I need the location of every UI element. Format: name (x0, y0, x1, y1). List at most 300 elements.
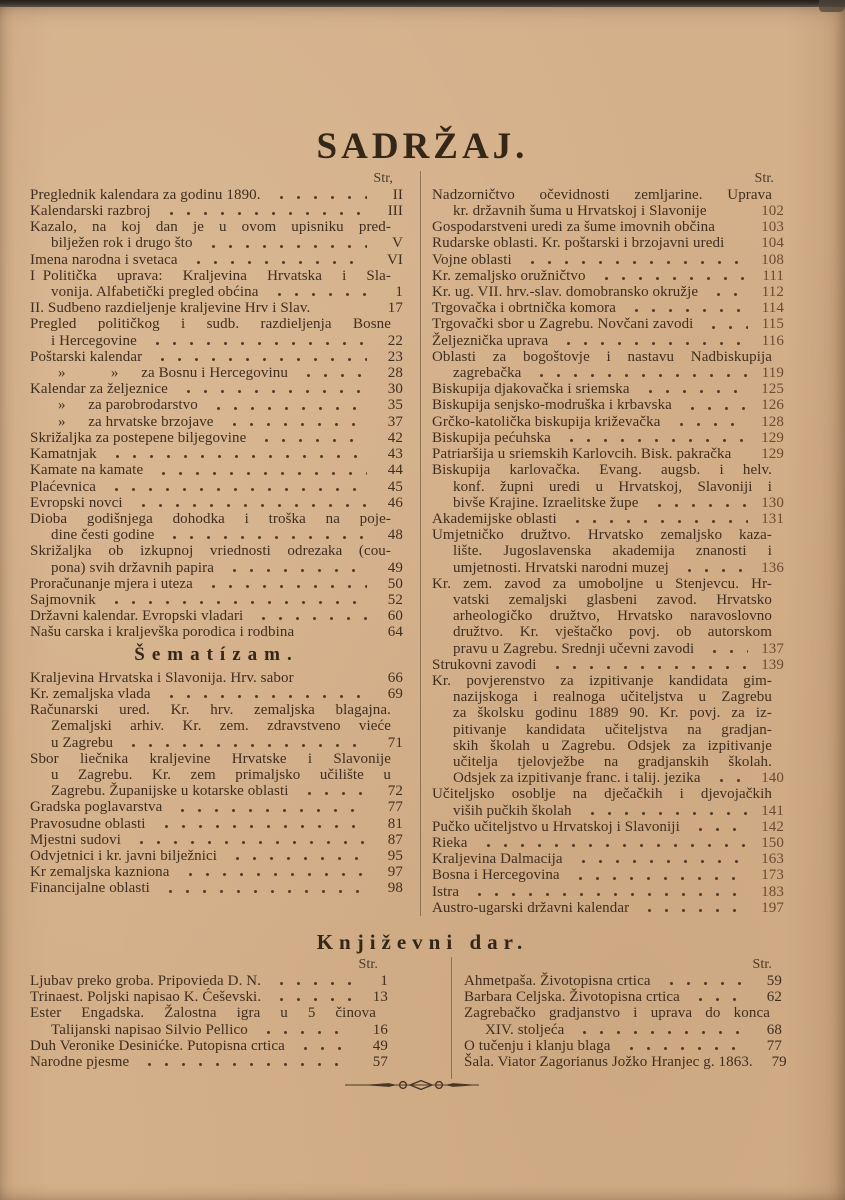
toc-page-number: 57 (372, 1054, 388, 1070)
page-title: SADRŽAJ. (316, 126, 529, 167)
dot-leader (636, 907, 748, 916)
dot-leader (705, 291, 748, 300)
toc-entry-text: Kr. zemaljsko oružničtvo (432, 267, 586, 284)
toc-row (432, 381, 784, 397)
toc-row (30, 880, 403, 896)
toc-row (30, 397, 403, 413)
toc-row (30, 783, 403, 799)
toc-row (30, 592, 403, 608)
toc-page-number: 150 (761, 834, 784, 851)
toc-page-number: 64 (387, 624, 403, 641)
toc-page-number: 30 (387, 381, 403, 398)
toc-row (432, 900, 784, 916)
toc-row (30, 735, 403, 751)
toc-page-number: 68 (766, 1021, 782, 1038)
toc-row (432, 479, 784, 495)
toc-page-number: 173 (761, 867, 784, 884)
toc-page-number: 48 (387, 527, 403, 544)
toc-entry-text: družtvo. Kr. vještačko povj. ob autorskom (453, 624, 772, 641)
toc-row (432, 867, 784, 883)
scan-dark-top-edge (0, 0, 845, 7)
toc-page-number: 45 (387, 478, 403, 495)
dot-leader (701, 648, 748, 657)
toc-row (30, 670, 403, 686)
toc-row (30, 1038, 388, 1054)
toc-entry-text: bivše Krajine. Izraelitske župe (453, 494, 639, 511)
toc-row (30, 381, 403, 397)
toc-page-number: 98 (387, 880, 403, 897)
toc-row (432, 851, 784, 867)
toc-row (30, 751, 403, 767)
toc-row (30, 333, 403, 349)
toc-entry-text: umjetnosti. Hrvatski narodni muzej (453, 559, 669, 576)
toc-page-number: 43 (387, 446, 403, 463)
toc-entry-text: Istra (432, 883, 460, 900)
dot-leader (292, 1045, 352, 1054)
toc-entry-text: XIV. stoljeća (485, 1021, 565, 1038)
toc-entry-text: Kr. povjerenstvo za izpitivanje kandidata gim- (432, 672, 772, 689)
toc-entry-text: Gospodarstveni uredi za šume imovnih občina (432, 219, 715, 236)
toc-page-number: 37 (387, 413, 403, 430)
dot-leader (150, 470, 367, 479)
toc-entry-text: Evropski novci (30, 494, 123, 511)
dot-leader (205, 405, 367, 414)
toc-page-number: V (392, 235, 403, 252)
toc-row (30, 300, 403, 316)
toc-page-number: 49 (372, 1037, 388, 1054)
dot-leader (200, 583, 367, 592)
toc-entry-text: Sajmovnik (30, 591, 96, 608)
toc-entry-text: Mjestni sudovi (30, 831, 121, 848)
toc-page-number: 163 (761, 851, 784, 868)
toc-right-column (432, 171, 784, 916)
toc-row (432, 803, 784, 819)
toc-entry-text: Nadzorničtvo očevidnosti zemljarine. Uprava (432, 186, 772, 203)
dot-leader (567, 875, 748, 884)
toc-entry-text: Kalendar za željeznice (30, 381, 168, 398)
dot-leader (177, 871, 367, 880)
dot-leader (221, 567, 367, 576)
toc-row (432, 268, 784, 284)
scan-corner-notch (819, 0, 845, 12)
toc-right-list (432, 187, 784, 916)
toc-row (30, 1054, 388, 1070)
toc-entry-text: vatski zemaljski glasbeni zavod. Hrvatsko (453, 591, 772, 608)
toc-entry-text: Plaćevnica (30, 478, 96, 495)
toc-row (432, 495, 784, 511)
toc-entry-text: Biskupija pećuhska (432, 429, 551, 446)
toc-row (432, 462, 784, 478)
toc-entry-text: Šala. Viator Zagorianus Jožko Hranjec g. 1863. (464, 1054, 753, 1070)
toc-row (30, 702, 403, 718)
toc-page-number: 44 (387, 462, 403, 479)
toc-page-number: III (387, 203, 403, 220)
toc-row (30, 527, 403, 543)
toc-entry-text: Kazalo, na koj dan je u ovom upisniku pred- (30, 219, 391, 236)
toc-entry-text: Kr. ug. VII. hrv.-slav. domobransko okružje (432, 284, 699, 301)
toc-entry-text: Skrižaljka za postepene biljegovine (30, 429, 247, 446)
toc-page-number: 59 (766, 972, 782, 989)
toc-entry-text: Zagrebačko gradjanstvo i uprava do konca (464, 1005, 770, 1022)
toc-entry-text: Austro-ugarski državni kalendar (432, 899, 630, 916)
toc-page-number: 35 (387, 397, 403, 414)
toc-row (30, 511, 403, 527)
toc-entry-text: lište. Jugoslavenska akademija znanosti i (453, 543, 772, 560)
dot-leader (144, 340, 367, 349)
toc-entry-text: Trinaest. Poljski napisao K. Ćeševski. (30, 989, 262, 1006)
dot-leader (224, 855, 367, 864)
toc-row (432, 300, 784, 316)
toc-row (30, 235, 403, 251)
toc-entry-text: Duh Veronike Desinićke. Putopisna crtica (30, 1037, 285, 1054)
decorative-divider-ornament (345, 1078, 479, 1092)
toc-page-number: 108 (761, 251, 784, 268)
toc-page-number: 81 (387, 815, 403, 832)
bottom-left-column (30, 957, 388, 1079)
toc-entry-text: Zagrebu. Županijske u kotarske oblasti (51, 783, 289, 800)
dot-leader (564, 518, 748, 527)
toc-page-number: 77 (387, 799, 403, 816)
dot-leader (175, 388, 367, 397)
dot-leader (200, 243, 367, 252)
toc-row (432, 219, 784, 235)
toc-entry-text: Kalendarski razbroj (30, 203, 151, 220)
toc-row (464, 1038, 782, 1054)
toc-page-number: 46 (387, 494, 403, 511)
toc-row (432, 414, 784, 430)
toc-page-number: 130 (761, 494, 784, 511)
toc-row (30, 864, 403, 880)
dot-leader (221, 421, 367, 430)
toc-row (432, 397, 784, 413)
toc-left-list-a (30, 187, 403, 641)
toc-entry-text: pona) svih državnih papira (51, 559, 214, 576)
toc-entry-text: I Politička uprava: Kraljevina Hrvatska i Sla- (30, 267, 391, 284)
dot-leader (157, 888, 367, 897)
toc-page-number: 111 (762, 267, 784, 284)
toc-entry-text: Barbara Celjska. Životopisna crtica (464, 989, 680, 1006)
dot-leader (475, 842, 749, 851)
toc-page-number: 13 (372, 989, 388, 1006)
toc-row (432, 705, 784, 721)
toc-entry-text: Poštarski kalendar (30, 348, 143, 365)
toc-row (30, 446, 403, 462)
toc-entry-text: Biskupija senjsko-modruška i krbavska (432, 397, 672, 414)
toc-row (432, 284, 784, 300)
toc-row (30, 219, 403, 235)
toc-row (30, 462, 403, 478)
dot-leader (103, 486, 367, 495)
toc-page-number: 1 (380, 972, 388, 989)
toc-row (464, 1054, 787, 1070)
toc-page-number: 116 (761, 332, 784, 349)
toc-entry-text: Proračunanje mjera i uteza (30, 575, 193, 592)
toc-entry-text: Biskupija karlovačka. Evang. augsb. i helv. (432, 462, 772, 479)
toc-row (30, 686, 403, 702)
toc-entry-text: kr. državnih šuma u Hrvatskoj i Slavonije (453, 203, 707, 220)
toc-entry-text: vonija. Alfabetički pregled obćina (51, 284, 259, 301)
dot-leader (103, 599, 367, 608)
toc-entry-text: Pučko učiteljstvo u Hrvatskoj i Slavoniji (432, 818, 680, 835)
toc-page-number: 125 (761, 381, 784, 398)
toc-entry-text: Skrižaljka ob izkupnoj vriednosti odrezaka (cou- (30, 543, 391, 560)
bottom-right-list (464, 972, 787, 1070)
toc-entry-text: Sbor liečnika kraljevine Hrvatske i Slavonije (30, 750, 391, 767)
toc-page-number: 79 (771, 1054, 787, 1070)
toc-row (432, 592, 784, 608)
toc-row (432, 641, 784, 657)
toc-page-number: 62 (766, 989, 782, 1006)
toc-row (432, 770, 784, 786)
toc-row (30, 543, 403, 559)
toc-row (30, 187, 403, 203)
toc-entry-text: konf. župni uredi u Hrvatskoj, Slavoniji i (453, 478, 772, 495)
toc-entry-text: Odvjetnici i kr. javni bilježnici (30, 847, 218, 864)
dot-leader (130, 502, 367, 511)
toc-entry-text: Našu carska i kraljevška porodica i rodbina (30, 624, 295, 641)
toc-row (432, 333, 784, 349)
dot-leader (679, 405, 748, 414)
toc-page-number: 17 (387, 300, 403, 317)
toc-row (30, 252, 403, 268)
toc-entry-text: dine česti godine (51, 527, 155, 544)
column-header-str: Str. (754, 170, 774, 186)
dot-leader (646, 502, 748, 511)
toc-entry-text: Kraljevina Dalmacija (432, 851, 563, 868)
toc-row (432, 365, 784, 381)
dot-leader (158, 210, 367, 219)
dot-leader (544, 664, 748, 673)
toc-page-number: 128 (761, 413, 784, 430)
toc-entry-text: za školsku godinu 1889 90. Kr. povj. za iz- (453, 705, 772, 722)
toc-page-number: 77 (766, 1037, 782, 1054)
toc-row (432, 689, 784, 705)
toc-row (30, 414, 403, 430)
toc-row (30, 989, 388, 1005)
dot-leader (128, 839, 367, 848)
toc-entry-text: Željeznička uprava (432, 332, 549, 349)
toc-row (432, 884, 784, 900)
toc-row (432, 187, 784, 203)
dot-leader (250, 615, 367, 624)
toc-row (30, 560, 403, 576)
toc-page-number: 60 (387, 608, 403, 625)
toc-entry-text: Akademijske oblasti (432, 510, 557, 527)
toc-entry-text: Računarski ured. Kr. hrv. zemaljska blagajna. (30, 702, 391, 719)
dot-leader (579, 810, 748, 819)
toc-entry-text: Pregled političkog i sudb. razdieljenja Bosne (30, 316, 391, 333)
toc-row (30, 848, 403, 864)
toc-row (432, 430, 784, 446)
toc-entry-text: Preglednik kalendara za godinu 1890. (30, 186, 261, 203)
toc-row (432, 543, 784, 559)
toc-page-number: 72 (387, 783, 403, 800)
toc-row (432, 576, 784, 592)
toc-page-number: 183 (761, 883, 784, 900)
column-header-str: Str. (752, 956, 772, 972)
toc-page-number: 115 (761, 316, 784, 333)
toc-page-number: 104 (761, 235, 784, 252)
toc-row (432, 624, 784, 640)
toc-row (432, 560, 784, 576)
toc-page-number: 126 (761, 397, 784, 414)
dot-leader (266, 291, 368, 300)
toc-page-number: 129 (761, 446, 784, 463)
toc-row (432, 235, 784, 251)
toc-page-number: II (392, 186, 403, 203)
toc-entry-text: Bosna i Hercegovina (432, 867, 560, 884)
toc-entry-text: Ester Engadska. Žalostna igra u 5 činova (30, 1005, 376, 1022)
toc-row (432, 511, 784, 527)
toc-row (30, 365, 403, 381)
toc-row (432, 673, 784, 689)
toc-entry-text: Ahmetpaša. Životopisna crtica (464, 972, 651, 989)
dot-leader (268, 980, 352, 989)
toc-row (432, 819, 784, 835)
toc-entry-text: Financijalne oblasti (30, 880, 150, 897)
toc-row (30, 973, 388, 989)
toc-entry-text: Kr. zemaljska vlada (30, 685, 151, 702)
toc-entry-text: bilježen rok i drugo što (51, 235, 193, 252)
column-divider-rule (420, 171, 421, 916)
toc-page-number: 22 (387, 332, 403, 349)
dot-leader (676, 567, 748, 576)
toc-row (432, 527, 784, 543)
toc-page-number: 69 (387, 685, 403, 702)
toc-row (30, 203, 403, 219)
toc-entry-text: viših pučkih školah (453, 802, 572, 819)
toc-entry-text: Strukovni zavodi (432, 656, 537, 673)
dot-leader (555, 340, 748, 349)
dot-leader (104, 453, 367, 462)
dot-leader (618, 1045, 746, 1054)
toc-entry-text: Ljubav preko groba. Pripovieda D. N. (30, 972, 262, 989)
toc-entry-text: Gradska poglavarstva (30, 799, 163, 816)
toc-row (30, 479, 403, 495)
dot-leader (153, 823, 367, 832)
toc-entry-text: Pravosudne oblasti (30, 815, 146, 832)
bottom-right-column (464, 956, 787, 1079)
dot-leader (255, 1029, 352, 1038)
toc-entry-text: u Zagrebu (51, 734, 114, 751)
toc-entry-text: Vojne oblasti (432, 251, 512, 268)
toc-entry-text: Rieka (432, 834, 468, 851)
dot-leader (120, 742, 367, 751)
dot-leader (185, 259, 367, 268)
toc-left-list-b (30, 670, 403, 897)
toc-entry-text: » » za Bosnu i Hercegovinu (58, 365, 288, 382)
dot-leader (519, 259, 748, 268)
toc-entry-text: Grčko-katolička biskupija križevačka (432, 413, 661, 430)
toc-row (30, 495, 403, 511)
toc-entry-text: Kamate na kamate (30, 462, 144, 479)
dot-leader (296, 790, 368, 799)
dot-leader (708, 777, 748, 786)
toc-entry-text: nazijskoga i realnoga učiteljstva u Zagrebu (453, 689, 772, 706)
dot-leader (571, 1029, 746, 1038)
toc-page-number: 136 (761, 559, 784, 576)
toc-entry-text: arheologičko družtvo, Hrvatsko naravoslovno (453, 608, 772, 625)
toc-entry-text: Kr zemaljska kazniona (30, 864, 170, 881)
toc-row (432, 203, 784, 219)
toc-page-number: 140 (761, 770, 784, 787)
toc-main-columns (30, 171, 785, 916)
toc-row (30, 799, 403, 815)
toc-entry-text: pitivanje kandidata učiteljstva na gradjan- (453, 721, 772, 738)
toc-entry-text: Odsjek za izpitivanje franc. i talij. jezika (453, 770, 701, 787)
dot-leader (158, 693, 367, 702)
toc-entry-text: » za parobrodarstvo (58, 397, 198, 414)
toc-page-number: 139 (761, 656, 784, 673)
toc-row (432, 835, 784, 851)
toc-row (432, 786, 784, 802)
toc-row (30, 832, 403, 848)
toc-page-number: 119 (761, 365, 784, 382)
toc-row (30, 608, 403, 624)
toc-page-number: 102 (761, 203, 784, 220)
toc-row (464, 1005, 782, 1021)
column-header-str: Str. (358, 956, 378, 972)
toc-page-number: VI (386, 251, 403, 268)
dot-leader (295, 372, 367, 381)
toc-row (432, 608, 784, 624)
dot-leader (570, 858, 748, 867)
toc-page-number: 197 (761, 899, 784, 916)
toc-row (30, 576, 403, 592)
toc-page-number: 129 (761, 429, 784, 446)
bottom-left-list (30, 973, 388, 1070)
toc-entry-text: učitelja tjelovježbe na gradjanskih školah. (453, 753, 772, 770)
toc-entry-text: Učiteljsko osoblje na dječačkih i djevojačkih (432, 786, 772, 803)
toc-entry-text: Zemaljski arhiv. Kr. zem. zdravstveno vieće (51, 718, 391, 735)
toc-page-number: 42 (387, 429, 403, 446)
dot-leader (687, 826, 748, 835)
toc-row (30, 1005, 388, 1021)
toc-page-number: 95 (387, 847, 403, 864)
toc-row (432, 349, 784, 365)
toc-row (30, 268, 403, 284)
toc-row (432, 722, 784, 738)
toc-entry-text: Kraljevina Hrvatska i Slavonija. Hrv. sabor (30, 669, 294, 686)
dot-leader (593, 275, 748, 284)
dot-leader (268, 194, 367, 203)
toc-entry-text: Državni kalendar. Evropski vladari (30, 608, 244, 625)
toc-row (432, 657, 784, 673)
toc-row (432, 754, 784, 770)
toc-page-number: 50 (387, 575, 403, 592)
toc-page-number: 141 (761, 802, 784, 819)
toc-page-number: 52 (387, 591, 403, 608)
toc-row (30, 767, 403, 783)
toc-entry-text: Imena narodna i svetaca (30, 251, 178, 268)
toc-entry-text: Kr. zem. zavod za umoboljne u Stenjevcu. Hr- (432, 575, 772, 592)
toc-row (30, 284, 403, 300)
toc-row (464, 989, 782, 1005)
toc-entry-text: » za hrvatske brzojave (58, 413, 214, 430)
toc-entry-text: Trgovački sbor u Zagrebu. Novčani zavodi (432, 316, 694, 333)
toc-page-number: 142 (761, 818, 784, 835)
toc-page-number: 103 (761, 219, 784, 236)
toc-page-number: 49 (387, 559, 403, 576)
dot-leader (658, 980, 746, 989)
toc-row (432, 738, 784, 754)
toc-row (30, 349, 403, 365)
dot-leader (136, 1061, 352, 1070)
dot-leader (169, 807, 367, 816)
dot-leader (623, 307, 748, 316)
toc-entry-text: Talijanski napisao Silvio Pellico (51, 1021, 248, 1038)
toc-row (30, 718, 403, 734)
